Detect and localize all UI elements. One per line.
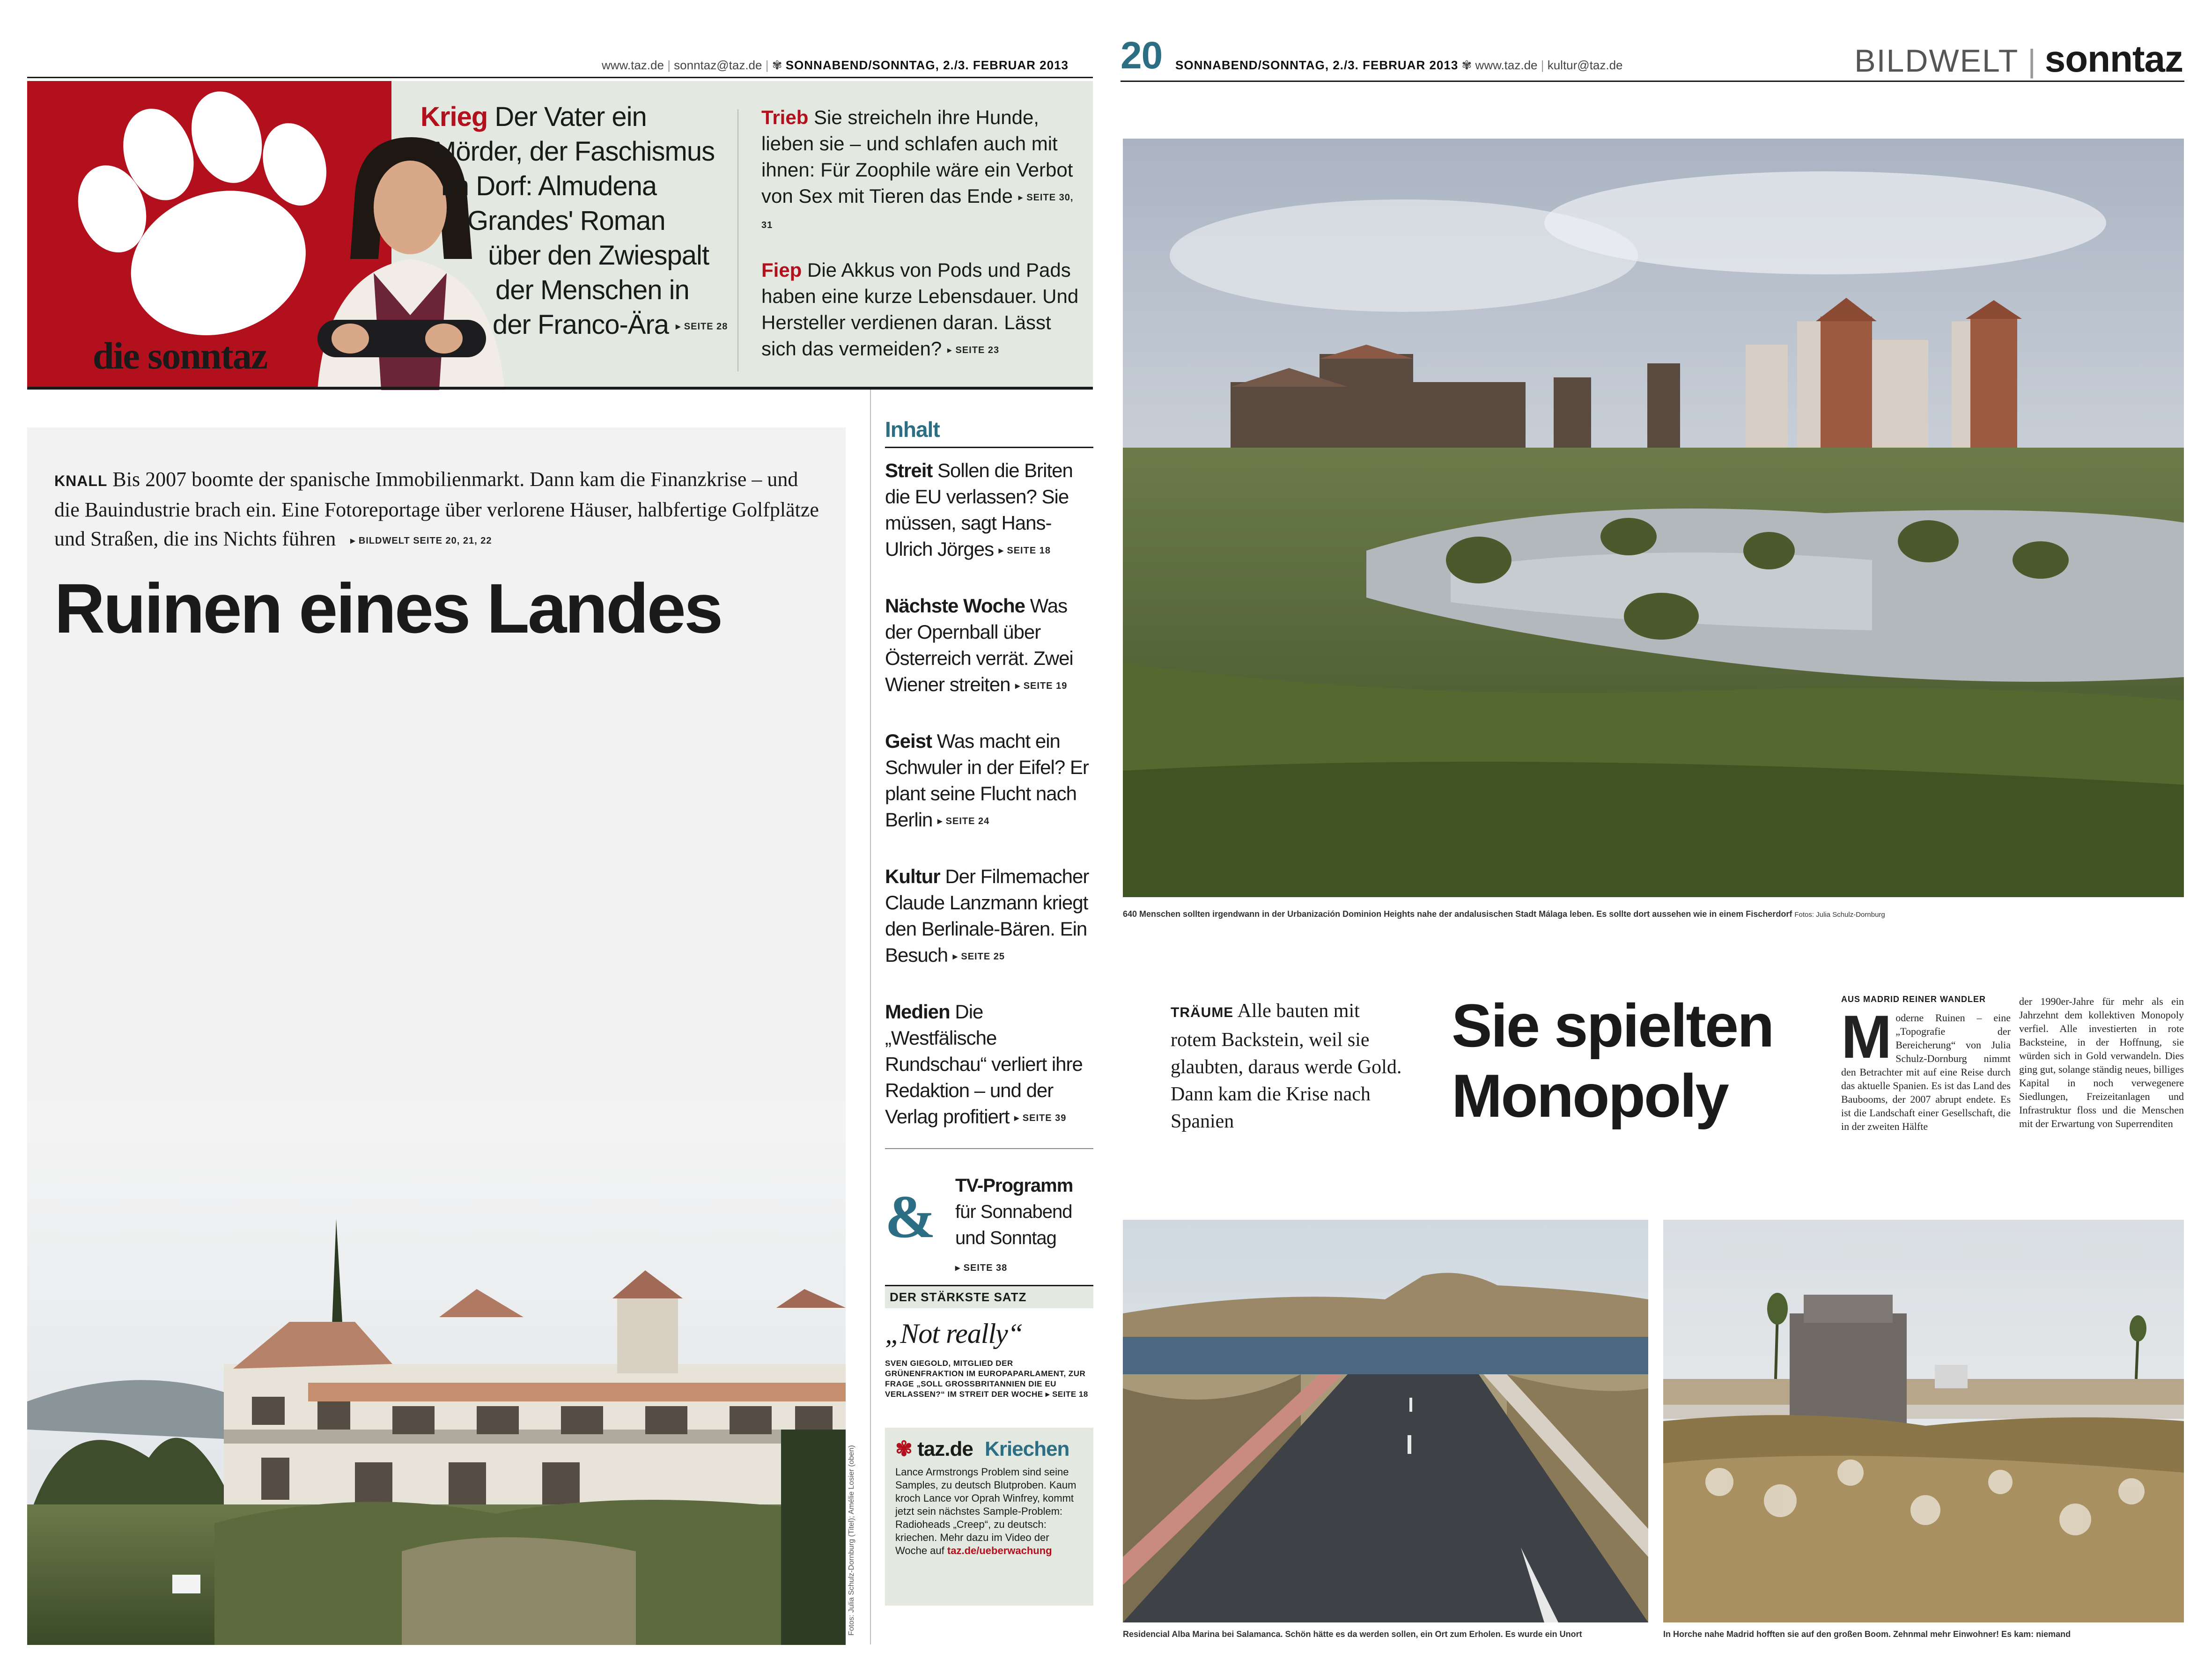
photo-horche-caption: In Horche nahe Madrid hofften sie auf den großen Boom. Zehnmal mehr Einwohner! Es kam: niemand: [1663, 1629, 2071, 1639]
promo-main-line-3: im Dorf: Almudena: [441, 171, 657, 201]
photo-horche-monument: [1663, 1220, 2184, 1622]
inhalt-left-rule: [870, 390, 871, 1644]
cover-photo-credit: Fotos: Julia Schulz-Dornburg (Titel); Amélie Losier (oben): [848, 1445, 855, 1636]
lead-seite-link[interactable]: ▸ BILDWELT SEITE 20, 21, 22: [350, 535, 492, 546]
satz-quote: „Not really“: [885, 1318, 1023, 1349]
promo-main-text: [420, 100, 776, 344]
article-body-col2: der 1990er-Jahre für mehr als ein Jahrzehnt dem kollektiven Monopoly verfiel. Alle investierten in rote Backsteine, in der Hoffnung, sie würden sich in Gold verwandeln. Dies ging gut, solange ständig neues, billiges Kapital in noch verwegenere Siedlungen, Freizeitanlagen und Infrastruktur floss und die Menschen mit der Erwartung von Superrenditen: [2019, 995, 2184, 1129]
promo-main-line-6: der Menschen in: [495, 275, 689, 305]
promo-box: [27, 81, 1093, 387]
promo-side-item[interactable]: Trieb Sie streicheln ihre Hunde, lieben sie – und schlafen auch mit ihnen: Für Zoophile wäre ein Verbot von Sex mit Tieren das Ende ▸ SEITE 30, 31: [761, 106, 1074, 230]
paw-icon: ✾: [1461, 58, 1475, 72]
article-teaser: TRÄUME Alle bauten mit rotem Backstein, weil sie glaubten, daraus werde Gold. Dann kam die Krise nach Spanien: [1171, 1000, 1402, 1132]
web-link[interactable]: www.taz.de: [602, 58, 664, 72]
tv-programm-teaser[interactable]: & TV-Programm für Sonnabend und Sonntag ▸ SEITE 38: [885, 1175, 1073, 1273]
byline: AUS MADRID REINER WANDLER: [1841, 995, 1986, 1004]
lead-story-box: [27, 428, 855, 1645]
photo-alba-marina-caption: Residencial Alba Marina bei Salamanca. Schön hätte es da werden sollen, ein Ort zum Erholen. Es wurde ein Unort: [1123, 1629, 1582, 1639]
inhalt-title-rule: [885, 447, 1093, 448]
promo-bottom-rule: [27, 387, 1093, 390]
mail-link[interactable]: sonntaz@taz.de: [674, 58, 762, 72]
inhalt-title: Inhalt: [885, 417, 940, 442]
lead-title: Ruinen eines Landes: [54, 569, 722, 648]
top-photo-dominion-heights: [1123, 139, 2184, 897]
promo-red-panel: [27, 81, 391, 387]
satz-desc: SVEN GIEGOLD, MITGLIED DER GRÜNENFRAKTION IM EUROPAPARLAMENT, ZUR FRAGE „SOLL GROSSBRITANNIEN DIE EU VERLASSEN?“ IM STREIT DER WOCHE ▸ SEITE 18: [885, 1358, 1088, 1399]
top-photo-caption: 640 Menschen sollten irgendwann in der Urbanización Dominion Heights nahe der andalusischen Stadt Málaga leben. Es sollte dort aussehen wie in einem Fischerdorf Fotos: Julia Schulz-Dornburg: [1123, 909, 1885, 919]
satz-label: DER STÄRKSTE SATZ: [885, 1285, 1093, 1308]
inhalt-item-medien[interactable]: Medien Die „Westfälische Rundschau“ verliert ihre Redaktion – und der Verlag profitiert ▸ SEITE 39: [885, 1000, 1083, 1128]
inhalt-rule: [885, 1148, 1093, 1149]
left-header-rule: [27, 77, 1093, 78]
promo-main-seite[interactable]: ▸ SEITE 28: [676, 321, 728, 332]
promo-divider: [737, 109, 738, 371]
promo-main-line-7: der Franco-Ära ▸ SEITE 28: [493, 310, 728, 340]
brand-logo: die sonntaz: [93, 334, 267, 377]
article-title: Sie spielten Monopoly: [1452, 991, 1773, 1130]
web-link[interactable]: www.taz.de: [1475, 58, 1538, 72]
inhalt-item-kultur[interactable]: Kultur Der Filmemacher Claude Lanzmann kriegt den Berlinale-Bären. Ein Besuch ▸ SEITE 25: [885, 865, 1089, 966]
page-number: 20: [1121, 34, 1163, 77]
inhalt-column: [885, 417, 1093, 1606]
promo-side-item[interactable]: Fiep Die Akkus von Pods und Pads haben eine kurze Lebensdauer. Und Hersteller verdienen daran. Lässt sich das vermeiden? ▸ SEITE 23: [761, 258, 1079, 360]
paw-icon: ✾: [772, 58, 782, 72]
right-page-header: SONNABEND/SONNTAG, 2./3. FEBRUAR 2013 ✾ www.taz.de | kultur@taz.de: [1175, 58, 1623, 72]
ampersand-icon: &: [885, 1183, 936, 1251]
article-body-col1: AUS MADRID REINER WANDLER M oderne Ruinen – eine „Topografie der Bereicherung“ von Julia Schulz-Dornburg nimmt den Betrachter mit auf eine Reise durch das aktuelle Spanien. Es ist das Land des Baubooms, der 2007 abrupt endete. Es ist die Landschaft einer Gesellschaft, die in der zweiten Hälfte: [1841, 995, 2011, 1132]
cover-photo-ruined-villa: [27, 1102, 846, 1645]
promo-main-line-4: Grandes' Roman: [467, 206, 665, 236]
photo-alba-marina-road: [1123, 1220, 1648, 1622]
promo-side-column: [761, 104, 1080, 363]
online-link[interactable]: taz.de/ueberwachung: [947, 1544, 1052, 1556]
mail-link[interactable]: kultur@taz.de: [1547, 58, 1623, 72]
promo-main-line-5: über den Zwiespalt: [488, 240, 709, 271]
promo-main-line-1: Krieg Der Vater ein: [420, 102, 647, 132]
online-teaser-box[interactable]: ✾ taz.de Kriechen Lance Armstrongs Problem sind seine Samples, zu deutsch Blutproben. Kaum kroch Lance vor Oprah Winfrey, kommt jetzt sein nächstes Sample-Problem: Radioheads „Creep“, zu deutsch: kriechen. Mehr dazu im Video der Woche auf taz.de/ueberwachung: [885, 1428, 1093, 1606]
left-page-header: www.taz.de | sonntaz@taz.de | ✾ SONNABEND/SONNTAG, 2./3. FEBRUAR 2013: [602, 58, 1069, 72]
dropcap: M: [1841, 1003, 1892, 1071]
issue-date: SONNABEND/SONNTAG, 2./3. FEBRUAR 2013: [785, 58, 1069, 72]
inhalt-item-streit[interactable]: Streit Sollen die Briten die EU verlassen? Sie müssen, sagt Hans-Ulrich Jörges ▸ SEITE 18: [885, 459, 1073, 560]
inhalt-item-naechste-woche[interactable]: Nächste Woche Was der Opernball über Österreich verrät. Zwei Wiener streiten ▸ SEITE 19: [885, 594, 1073, 695]
section-label: BILDWELT | sonntaz: [1854, 38, 2183, 80]
inhalt-item-geist[interactable]: Geist Was macht ein Schwuler in der Eifel? Er plant seine Flucht nach Berlin ▸ SEITE 24: [885, 730, 1089, 831]
paw-icon: ✾: [895, 1437, 912, 1460]
lead-teaser: KNALL Bis 2007 boomte der spanische Immobilienmarkt. Dann kam die Finanzkrise – und die Bauindustrie brach ein. Eine Fotoreportage über verlorene Häuser, halbfertige Golfplätze und Straßen, die ins Nichts führen ▸ BILDWELT SEITE 20, 21, 22: [54, 468, 819, 550]
right-header-rule: [1121, 81, 2184, 82]
promo-main-line-2: Mörder, der Faschismus: [434, 136, 715, 167]
